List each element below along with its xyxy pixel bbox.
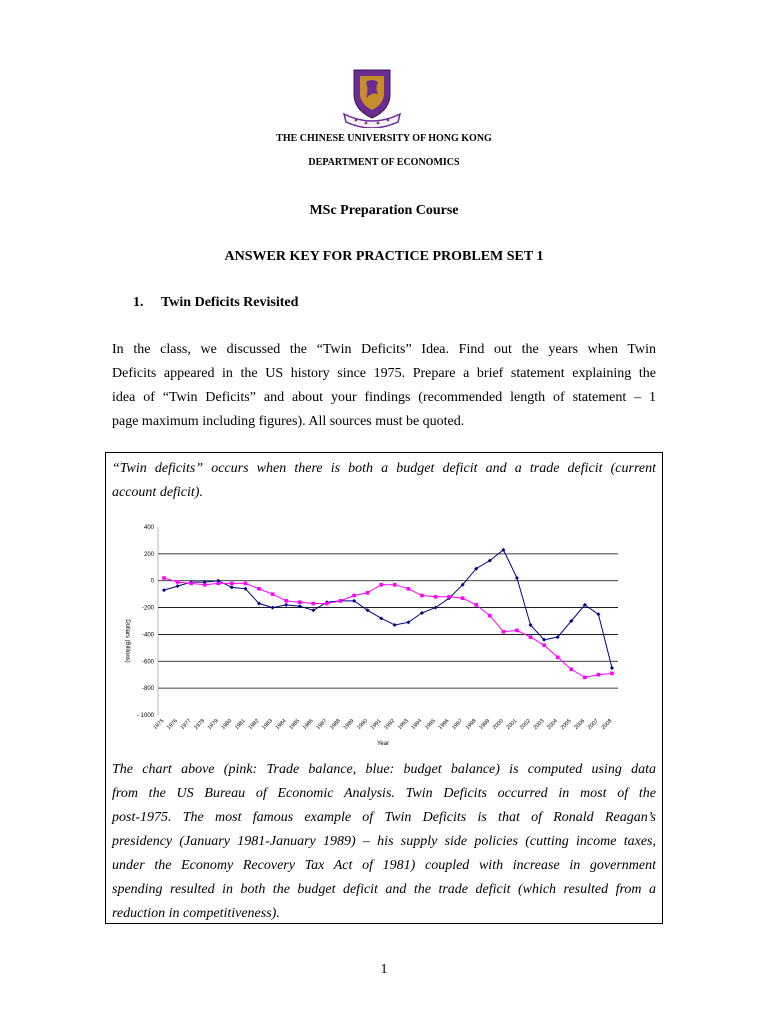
- chart-y-tick-label: -600: [141, 659, 154, 666]
- chart-point: [203, 583, 207, 587]
- chart-x-axis-label: Year: [376, 741, 390, 747]
- chart-x-tick-label: 2001: [505, 718, 519, 732]
- question-line: Deficits appeared in the US history since 1975. Prepare a brief statement explaining the: [112, 366, 656, 381]
- chart-point: [176, 580, 180, 584]
- chart-point: [230, 585, 234, 589]
- chart-point: [597, 673, 601, 677]
- chart-y-tick-label: -400: [141, 632, 154, 639]
- chart-point: [502, 630, 506, 634]
- chart-y-tick-label: -200: [141, 605, 154, 612]
- chart-point: [407, 587, 411, 591]
- chart-x-tick-label: 1992: [383, 718, 397, 732]
- chart-series-line: [164, 550, 612, 668]
- page-number: 1: [380, 962, 388, 977]
- university-crest-logo: [340, 64, 404, 128]
- chart-point: [230, 582, 234, 586]
- answer-line: The chart above (pink: Trade balance, blue: budget balance) is computed using data: [112, 762, 656, 777]
- chart-x-tick-label: 1982: [247, 718, 261, 732]
- chart-x-tick-label: 1987: [315, 718, 329, 732]
- question-line: idea of “Twin Deficits” and about your findings (recommended length of statement – 1: [112, 390, 656, 405]
- chart-x-tick-label: 1997: [451, 718, 465, 732]
- chart-point: [339, 599, 343, 603]
- chart-point: [176, 584, 180, 588]
- chart-x-tick-label: 1990: [356, 718, 370, 732]
- answer-line: reduction in competitiveness).: [112, 906, 280, 921]
- chart-x-tick-label: 1999: [478, 718, 492, 732]
- chart-y-tick-label: 400: [143, 525, 154, 531]
- chart-y-tick-label: -800: [141, 686, 154, 693]
- chart-point: [474, 603, 478, 607]
- chart-y-tick-label: 200: [143, 551, 154, 558]
- chart-point: [447, 595, 451, 599]
- chart-x-tick-label: 1994: [410, 718, 424, 732]
- answer-line: from the US Bureau of Economic Analysis. Twin Deficits occurred in most of the: [112, 786, 656, 801]
- chart-x-tick-label: 1988: [328, 718, 342, 732]
- chart-point: [488, 614, 492, 618]
- chart-point: [515, 629, 519, 633]
- chart-point: [162, 576, 166, 580]
- chart-point: [393, 583, 397, 587]
- chart-point: [366, 591, 370, 595]
- chart-x-tick-label: 1989: [342, 718, 356, 732]
- chart-series: [162, 548, 614, 679]
- chart-point: [257, 587, 261, 591]
- chart-point: [529, 635, 533, 639]
- course-title: MSc Preparation Course: [309, 203, 459, 218]
- university-name: THE CHINESE UNIVERSITY OF HONG KONG: [276, 133, 492, 144]
- chart-x-tick-label: 1977: [179, 718, 193, 732]
- chart-x-tick-label: 2005: [559, 718, 573, 732]
- chart-x-tick-label: 1996: [437, 718, 451, 732]
- answer-intro: [112, 457, 656, 505]
- chart-point: [434, 595, 438, 599]
- answer-line: spending resulted in both the budget deficit and the trade deficit (which resulted from a: [112, 882, 656, 897]
- chart-point: [217, 582, 221, 586]
- chart-x-ticks: [153, 718, 614, 731]
- chart-y-tick-label: 0: [150, 578, 154, 585]
- chart-x-tick-label: 1984: [274, 718, 288, 732]
- chart-point: [312, 602, 316, 606]
- chart-point: [583, 676, 587, 680]
- chart-x-tick-label: 1983: [261, 718, 275, 732]
- answer-line: “Twin deficits” occurs when there is both a budget deficit and a trade deficit (current: [112, 461, 656, 476]
- twin-deficits-chart: [112, 515, 628, 753]
- question-line: page maximum including figures). All sources must be quoted.: [112, 414, 465, 429]
- chart-x-tick-label: 1978: [193, 718, 207, 732]
- chart-x-tick-label: 1995: [424, 718, 437, 732]
- chart-point: [420, 594, 424, 598]
- answer-line: post-1975. The most famous example of Twin Deficits is that of Ronald Reagan’s: [112, 810, 656, 825]
- chart-x-tick-label: 1981: [233, 718, 247, 732]
- chart-x-tick-label: 1991: [369, 718, 383, 732]
- chart-x-tick-label: 2000: [491, 718, 505, 732]
- chart-x-tick-label: 2002: [519, 718, 532, 732]
- chart-series-line: [164, 578, 612, 677]
- chart-x-tick-label: 1979: [206, 718, 220, 732]
- chart-point: [569, 668, 573, 672]
- chart-point: [284, 599, 288, 603]
- chart-point: [271, 592, 275, 596]
- question-heading: [133, 295, 298, 311]
- chart-x-tick-label: 1976: [166, 718, 179, 732]
- chart-point: [352, 594, 356, 598]
- chart-x-tick-label: 2006: [573, 718, 587, 732]
- chart-x-tick-label: 1985: [288, 718, 302, 732]
- chart-point: [271, 606, 275, 610]
- chart-x-tick-label: 2007: [586, 718, 600, 732]
- chart-point: [515, 576, 519, 580]
- chart-x-tick-label: 2004: [546, 718, 560, 732]
- chart-x-tick-label: 1986: [301, 718, 315, 732]
- chart-x-tick-label: 1998: [464, 718, 478, 732]
- chart-point: [542, 643, 546, 647]
- answer-line: presidency (January 1981-January 1989) – his supply side policies (cutting income taxes,: [112, 834, 656, 849]
- chart-x-tick-label: 2003: [532, 718, 546, 732]
- chart-point: [325, 602, 329, 606]
- chart-y-tick-label: - 1000: [136, 713, 154, 719]
- chart-x-tick-label: 1975: [152, 718, 166, 732]
- chart-point: [189, 582, 193, 586]
- chart-point: [461, 596, 465, 600]
- chart-x-tick-label: 1980: [220, 718, 234, 732]
- chart-point: [311, 608, 315, 612]
- chart-point: [556, 655, 560, 659]
- chart-y-ticks: [137, 525, 155, 719]
- answer-explanation: [112, 758, 656, 926]
- chart-point: [379, 583, 383, 587]
- chart-x-tick-label: 1993: [396, 718, 410, 732]
- chart-point: [244, 582, 248, 586]
- chart-point: [284, 603, 288, 607]
- document-title: ANSWER KEY FOR PRACTICE PROBLEM SET 1: [224, 249, 544, 264]
- chart-point: [610, 672, 614, 676]
- chart-y-axis-label: Dollars (Billions): [124, 619, 130, 663]
- chart-gridlines: [158, 527, 618, 715]
- answer-line: under the Economy Recovery Tax Act of 1981) coupled with increase in government: [112, 858, 656, 873]
- chart-x-tick-label: 2008: [600, 718, 614, 732]
- chart-point: [298, 600, 302, 604]
- question-number: 1.: [133, 295, 144, 310]
- question-line: In the class, we discussed the “Twin Deficits” Idea. Find out the years when Twin: [112, 342, 656, 357]
- question-text: [112, 338, 656, 434]
- department-name: DEPARTMENT OF ECONOMICS: [308, 157, 460, 168]
- chart-point: [393, 623, 397, 627]
- chart-point: [162, 588, 166, 592]
- answer-line: account deficit).: [112, 485, 203, 500]
- chart-point: [610, 666, 614, 670]
- question-title: Twin Deficits Revisited: [161, 295, 299, 310]
